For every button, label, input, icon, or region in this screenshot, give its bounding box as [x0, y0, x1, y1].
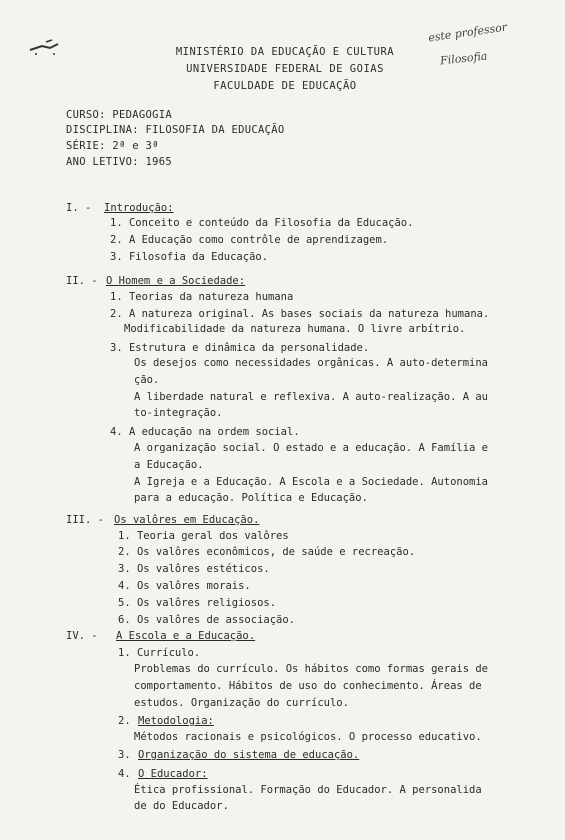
meta-ano-letivo: ANO LETIVO: 1965	[66, 156, 172, 168]
section-2-item-text: ção.	[134, 374, 160, 386]
section-4-item-number: 2.	[118, 715, 131, 727]
section-2-item-text: Modificabilidade da natureza humana. O livre arbítrio.	[124, 323, 466, 335]
section-4-item-text: Problemas do currículo. Os hábitos como formas gerais de	[134, 663, 489, 675]
section-1-item: 2. A Educação como contrôle de aprendizagem.	[110, 234, 389, 246]
section-3-item: 6. Os valôres de associação.	[118, 614, 296, 626]
section-3-item: 2. Os valôres econômicos, de saúde e recreação.	[118, 546, 416, 558]
header-university: UNIVERSIDADE FEDERAL DE GOIAS	[186, 63, 384, 75]
section-4-item-text: de do Educador.	[134, 800, 229, 812]
section-4-item-text: comportamento. Hábitos de uso do conhecimento. Áreas de	[134, 680, 482, 692]
section-4-item-title: Organização do sistema de educação.	[138, 749, 360, 761]
section-2-item-text: A organização social. O estado e a educação. A Família e	[134, 442, 489, 454]
section-3-number: III. -	[66, 514, 104, 526]
section-1-item: 1. Conceito e conteúdo da Filosofia da Educação.	[110, 217, 414, 229]
meta-serie: SÉRIE: 2ª e 3ª	[66, 140, 159, 152]
meta-disciplina: DISCIPLINA: FILOSOFIA DA EDUCAÇÃO	[66, 124, 285, 136]
section-2-title: O Homem e a Sociedade:	[106, 275, 246, 287]
section-2-item: 4. A educação na ordem social.	[110, 426, 300, 438]
section-4-item-text: Métodos racionais e psicológicos. O processo educativo.	[134, 731, 482, 743]
header-ministry: MINISTÉRIO DA EDUCAÇÃO E CULTURA	[175, 46, 395, 58]
section-4-item: 1. Currículo.	[118, 647, 201, 659]
section-2-item: 1. Teorias da natureza humana	[110, 291, 294, 303]
section-4-item-number: 3.	[118, 749, 131, 761]
section-2-item-text: Os desejos como necessidades orgânicas. A auto-determina	[134, 357, 489, 369]
section-1-item: 3. Filosofia da Educação.	[110, 251, 269, 263]
section-1-title: Introdução:	[104, 202, 174, 214]
section-3-item: 3. Os valôres estéticos.	[118, 563, 270, 575]
section-4-item-title: O Educador:	[138, 768, 208, 780]
section-2-item: 2. A natureza original. As bases sociais da natureza humana.	[110, 308, 490, 320]
section-4-item-text: estudos. Organização do currículo.	[134, 697, 349, 709]
meta-curso: CURSO: PEDAGOGIA	[66, 109, 172, 121]
section-3-title: Os valôres em Educação.	[114, 514, 260, 526]
section-2-item-text: a Educação.	[134, 459, 204, 471]
section-2-item: 3. Estrutura e dinâmica da personalidade.	[110, 342, 370, 354]
section-4-title: A Escola e a Educação.	[116, 630, 256, 642]
section-3-item: 4. Os valôres morais.	[118, 580, 251, 592]
handwritten-note-1: este professor	[427, 20, 508, 45]
section-4-item-number: 4.	[118, 768, 131, 780]
section-4-number: IV. -	[66, 630, 98, 642]
section-4-item-text: Ética profissional. Formação do Educador. A personalida	[134, 784, 482, 796]
section-2-item-text: to-integração.	[134, 407, 223, 419]
section-2-item-text: para a educação. Política e Educação.	[134, 492, 368, 504]
stamp-mark-icon	[28, 36, 68, 60]
section-3-item: 1. Teoria geral dos valôres	[118, 530, 289, 542]
section-2-number: II. -	[66, 275, 98, 287]
section-2-item-text: A Igreja e a Educação. A Escola e a Sociedade. Autonomia	[134, 476, 489, 488]
section-3-item: 5. Os valôres religiosos.	[118, 597, 277, 609]
section-2-item-text: A liberdade natural e reflexiva. A auto-realização. A au	[134, 391, 489, 403]
section-1-number: I. -	[66, 202, 92, 214]
section-4-item-title: Metodologia:	[138, 715, 214, 727]
header-faculty: FACULDADE DE EDUCAÇÃO	[213, 80, 357, 92]
handwritten-note-2: Filosofia	[439, 49, 489, 68]
